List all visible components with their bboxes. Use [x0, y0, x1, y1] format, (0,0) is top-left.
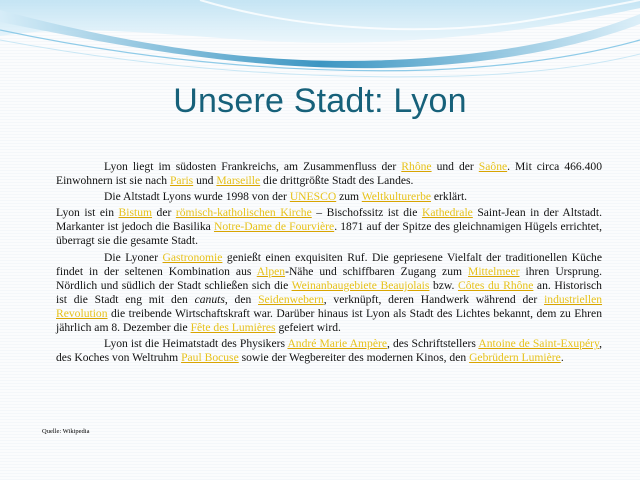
body-text: Die Altstadt Lyons wurde 1998 von der [104, 190, 290, 204]
wiki-link[interactable]: Mittelmeer [468, 264, 520, 278]
body-text: , verknüpft, deren Handwerk während der [323, 292, 545, 306]
body-text: Saint-Jean in der Altstadt. Markanter ist jedoch die Basilika [56, 206, 602, 234]
wiki-link[interactable]: Weinanbaugebiete Beaujolais [291, 278, 430, 292]
body-text: Lyon liegt im südosten Frankreichs, am Zusammenfluss der [104, 160, 402, 173]
wiki-link[interactable]: Rhône [401, 160, 432, 173]
paragraph [56, 206, 602, 248]
body-text: , des Koches von Weltruhm [56, 337, 602, 365]
paragraph [56, 251, 602, 336]
body-text: . 1871 auf der Spitze des gleichnamigen Hügels errichtet, überragt sie die gesamte Stadt. [56, 220, 602, 248]
paragraph [56, 190, 602, 204]
body-text: – Bischofssitz ist die [311, 206, 422, 220]
body-text: und der [431, 160, 479, 173]
body-text: Lyon ist ein [56, 206, 119, 220]
wiki-link[interactable]: Seidenwebern [258, 292, 324, 306]
body-text: gefeiert wird. [275, 321, 341, 335]
wiki-link[interactable]: Gastronomie [162, 250, 223, 264]
body-text: . Mit circa 466.400 Einwohnern ist sie nach [56, 160, 602, 188]
wiki-link[interactable]: Saône [478, 160, 508, 173]
wiki-link[interactable]: Marseille [216, 174, 261, 188]
body-text: die drittgrößte Stadt des Landes. [260, 174, 414, 188]
header-swoosh-graphic [0, 0, 640, 80]
body-text: , des Schriftstellers [386, 337, 479, 351]
body-text: zum [336, 190, 362, 204]
body-text: der [152, 206, 176, 220]
slide-body [56, 160, 602, 367]
wiki-link[interactable]: Kathedrale [421, 206, 473, 220]
wiki-link[interactable]: Notre-Dame de Fourvière [213, 220, 335, 234]
body-text: . [560, 351, 564, 365]
source-note: Quelle: Wikipedia [42, 428, 90, 435]
body-text: Die Lyoner [104, 250, 163, 264]
body-text: genießt einen exquisiten Ruf. Die gepriesene Vielfalt der traditionellen Küche findet in der seltenen Kombination aus [56, 250, 602, 278]
body-text: an. Historisch ist die Stadt eng mit den [56, 278, 602, 306]
wiki-link[interactable]: Gebrüdern Lumière [469, 351, 561, 365]
wiki-link[interactable]: Fête des Lumières [190, 321, 276, 335]
body-text: ihren Ursprung. Nördlich und südlich der Stadt schließen sich die [56, 264, 603, 292]
wiki-link[interactable]: Alpen [256, 264, 286, 278]
body-text: bzw. [429, 278, 458, 292]
body-text: sowie der Wegbereiter des modernen Kinos, den [238, 351, 470, 365]
wiki-link[interactable]: André Marie Ampère [287, 337, 387, 351]
body-text: -Nähe und schiffbaren Zugang zum [285, 264, 469, 278]
wiki-link[interactable]: Weltkulturerbe [361, 190, 432, 204]
wiki-link[interactable]: Antoine de Saint-Exupéry [478, 337, 600, 351]
wiki-link[interactable]: Paris [169, 174, 194, 188]
body-text: erklärt. [431, 190, 468, 204]
slide-title: Unsere Stadt: Lyon [173, 82, 467, 120]
body-text: die treibende Wirtschaftskraft war. Darüber hinaus ist Lyon als Stadt des Lichtes bekannt, dem zu Ehren jährlich am 8. Dezember die [56, 306, 602, 335]
body-text: und [193, 174, 217, 188]
paragraph [56, 160, 602, 188]
emphasis-text: canuts [194, 292, 225, 306]
wiki-link[interactable]: römisch-katholischen Kirche [175, 206, 312, 220]
body-text: , den [224, 292, 259, 306]
body-text: Lyon ist die Heimatstadt des Physikers [104, 337, 288, 351]
wiki-link[interactable]: Côtes du Rhône [457, 278, 534, 292]
wiki-link[interactable]: industriellen Revolution [56, 292, 603, 320]
wiki-link[interactable]: Paul Bocuse [181, 351, 239, 365]
wiki-link[interactable]: UNESCO [289, 190, 337, 204]
paragraph [56, 337, 602, 365]
wiki-link[interactable]: Bistum [118, 206, 153, 220]
